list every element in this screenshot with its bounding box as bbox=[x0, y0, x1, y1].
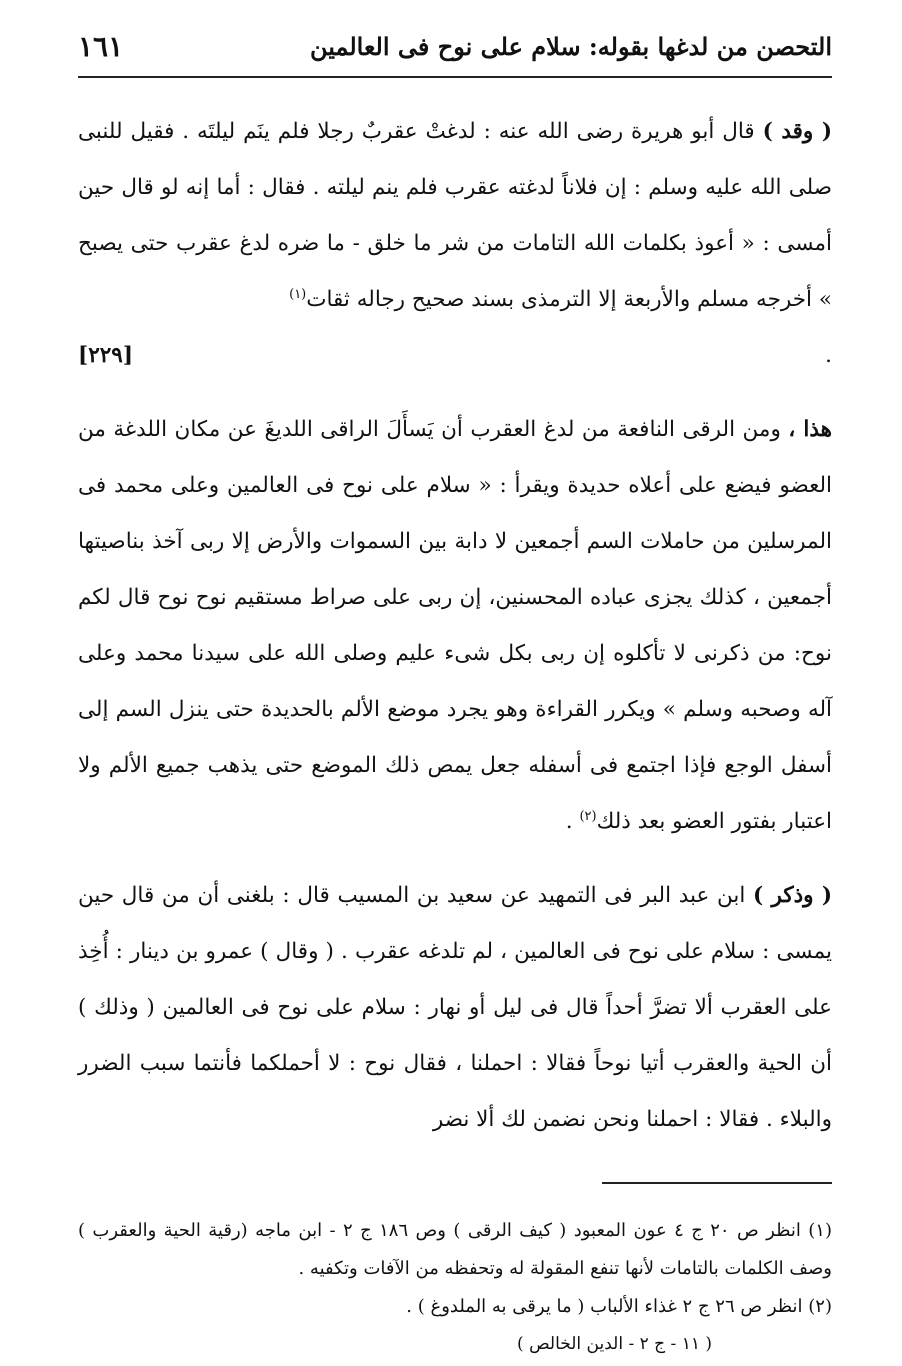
paragraph-end-mark: . bbox=[565, 809, 573, 834]
footnote-1: (١) انظر ص ٢٠ ج ٤ عون المعبود ( كيف الرقى ) وص ١٨٦ ج ٢ - ابن ماجه (رقية الحية والعقرب ) وصف الكلمات بالتامات لأنها تنفع المقولة له وتحفظه من الآفات وتكفيه . bbox=[78, 1220, 832, 1279]
footnote-rule bbox=[602, 1182, 832, 1184]
main-text bbox=[78, 104, 832, 1148]
paragraph-text: ابن عبد البر فى التمهيد عن سعيد بن المسيب قال : بلغنى أن من قال حين يمسى : سلام على نوح فى العالمين ، لم تلدغه عقرب . ( وقال ) عمرو بن دينار : أُخِذ على العقرب ألا تضرَّ أحداً قال فى ليل أو نهار : سلام على نوح فى العالمين ( وذلك ) أن الحية والعقرب أتيا نوحاً فقالا : احملنا ، فقال نوح : لا أحملكما فأنتما سبب الضرر والبلاء . فقالا : احملنا ونحن نضمن لك ألا نضر bbox=[78, 883, 832, 1132]
paragraph-abu-hurayra bbox=[78, 104, 832, 384]
paragraph-lead: ( وذكر ) bbox=[752, 883, 833, 908]
footnote-marker: (١) bbox=[289, 286, 307, 302]
footnote-marker: (٢) bbox=[579, 808, 597, 824]
paragraph-end-mark: . bbox=[825, 343, 832, 368]
page-header bbox=[78, 24, 832, 68]
page-number: ١٦١ bbox=[78, 29, 124, 63]
paragraph-lead: ( وقد ) bbox=[762, 119, 832, 144]
header-rule bbox=[78, 76, 832, 78]
footnote-2: (٢) انظر ص ٢٦ ج ٢ غذاء الألباب ( ما يرقى به الملدوغ ) . bbox=[406, 1296, 832, 1317]
footnotes bbox=[78, 1212, 832, 1326]
hadith-reference-number: [٢٢٩] bbox=[78, 343, 134, 368]
paragraph-text: قال أبو هريرة رضى الله عنه : لدغتْ عقربٌ رجلا فلم ينَم ليلتَه . فقيل للنبى صلى الله عليه وسلم : إن فلاناً لدغته عقرب فلم ينم ليلته . فقال : أما إنه لو قال حين أمسى : « أعوذ بكلمات الله التامات من شر ما خلق - ما ضره لدغ عقرب حتى يصبح » أخرجه مسلم والأربعة إلا الترمذى بسند صحيح رجاله ثقات bbox=[78, 119, 832, 312]
running-title: التحصن من لدغها بقوله: سلام على نوح فى العالمين bbox=[309, 31, 832, 61]
reference-line bbox=[78, 328, 832, 384]
paragraph-ruqya bbox=[78, 402, 832, 850]
paragraph-ibn-abd-al-barr bbox=[78, 868, 832, 1148]
paragraph-lead: هذا ، bbox=[788, 417, 832, 442]
paragraph-text: ومن الرقى النافعة من لدغ العقرب أن يَسأَلَ الراقى اللديغَ عن مكان اللدغة من العضو فيضع على أعلاه حديدة ويقرأ : « سلام على نوح فى العالمين وعلى محمد فى المرسلين من حاملات السم أجمعين لا دابة بين السموات والأرض إلا ربى آخذ بناصيتها أجمعين ، كذلك يجزى عباده المحسنين، إن ربى على صراط مستقيم نوح نوح قال لكم نوح: من ذكرنى لا تأكلوه إن ربى بكل شىء عليم وصلى الله على سيدنا محمد وعلى آله وصحبه وسلم » ويكرر القراءة وهو يجرد موضع الألم بالحديدة حتى ينزل السم إلى أسفل الوجع فإذا اجتمع فى أسفله جعل يمص ذلك الموضع حتى يذهب جميع الألم ولا اعتبار بفتور العضو بعد ذلك bbox=[78, 417, 832, 834]
printer-signature: ( ١١ - ج ٢ - الدين الخالص ) bbox=[517, 1334, 712, 1354]
